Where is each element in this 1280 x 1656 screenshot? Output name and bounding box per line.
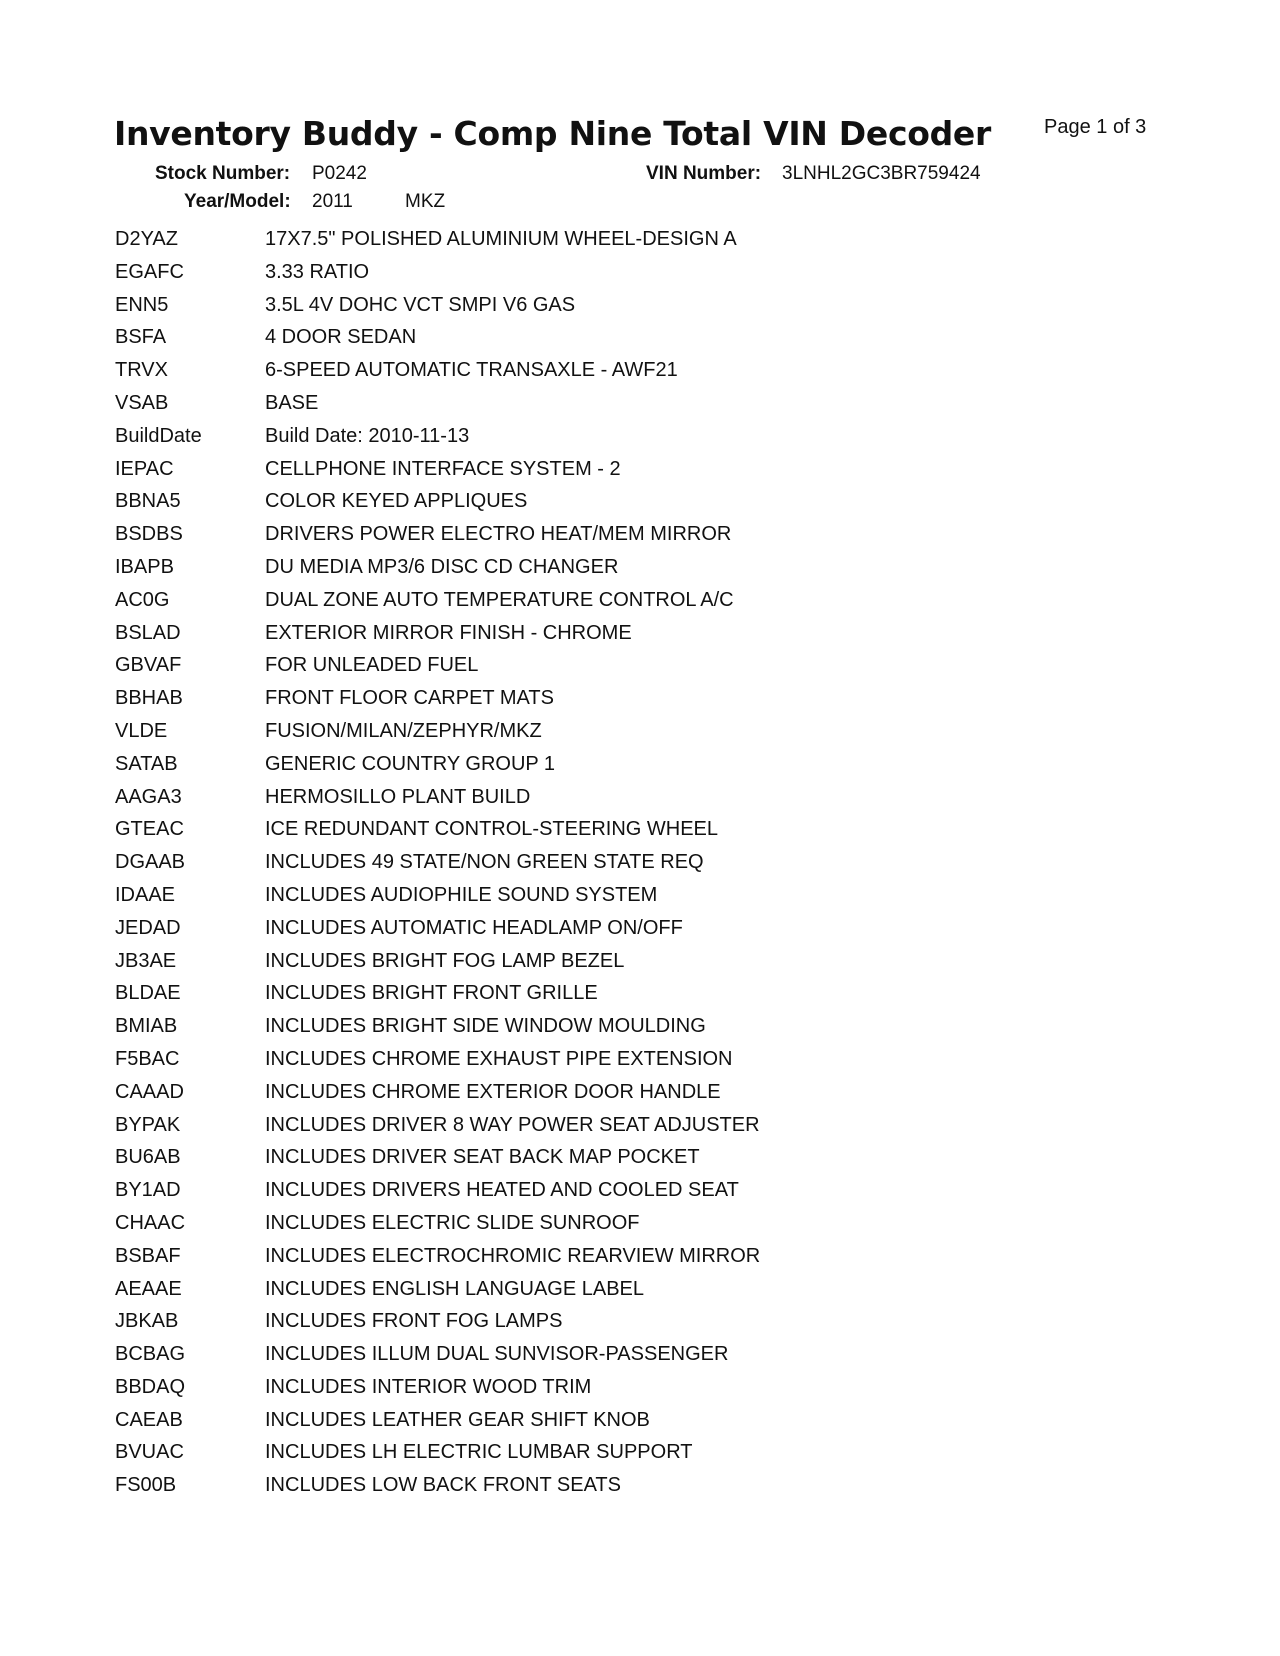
option-row bbox=[115, 818, 760, 851]
option-description: INCLUDES BRIGHT SIDE WINDOW MOULDING bbox=[265, 1015, 706, 1038]
option-row bbox=[115, 687, 760, 720]
option-row bbox=[115, 786, 760, 819]
option-description: 17X7.5" POLISHED ALUMINIUM WHEEL-DESIGN A bbox=[265, 228, 737, 250]
option-code: BSLAD bbox=[115, 621, 181, 644]
option-row bbox=[115, 884, 760, 917]
option-description: INCLUDES CHROME EXTERIOR DOOR HANDLE bbox=[265, 1080, 721, 1103]
option-code: IBAPB bbox=[115, 555, 174, 578]
option-row bbox=[115, 1409, 760, 1442]
option-row bbox=[115, 851, 760, 884]
option-code: FS00B bbox=[115, 1474, 177, 1497]
option-description: ICE REDUNDANT CONTROL-STEERING WHEEL bbox=[265, 818, 719, 841]
option-code: BSDBS bbox=[115, 523, 183, 546]
option-description: INCLUDES DRIVER 8 WAY POWER SEAT ADJUSTER bbox=[265, 1113, 760, 1136]
option-description: DU MEDIA MP3/6 DISC CD CHANGER bbox=[265, 555, 619, 578]
option-code: BY1AD bbox=[115, 1179, 181, 1202]
option-row bbox=[115, 1278, 760, 1311]
option-description: FUSION/MILAN/ZEPHYR/MKZ bbox=[265, 719, 542, 742]
option-row bbox=[115, 294, 760, 327]
option-row bbox=[115, 982, 760, 1015]
option-row bbox=[115, 589, 760, 622]
option-code: BMIAB bbox=[115, 1015, 178, 1038]
option-description: INCLUDES AUTOMATIC HEADLAMP ON/OFF bbox=[265, 916, 683, 939]
option-code: VSAB bbox=[115, 391, 169, 414]
option-description: CELLPHONE INTERFACE SYSTEM - 2 bbox=[265, 457, 621, 480]
option-row bbox=[115, 720, 760, 753]
option-row bbox=[115, 392, 760, 425]
option-code: ENN5 bbox=[115, 293, 169, 316]
option-row bbox=[115, 1048, 760, 1081]
option-description: GENERIC COUNTRY GROUP 1 bbox=[265, 752, 556, 775]
option-code: BCBAG bbox=[115, 1343, 186, 1366]
option-code: CHAAC bbox=[115, 1211, 186, 1234]
option-code: GTEAC bbox=[115, 818, 184, 841]
option-row bbox=[115, 654, 760, 687]
option-description: INCLUDES ILLUM DUAL SUNVISOR-PASSENGER bbox=[265, 1343, 729, 1366]
option-description: 3.5L 4V DOHC VCT SMPI V6 GAS bbox=[265, 293, 576, 316]
option-row bbox=[115, 1015, 760, 1048]
option-row bbox=[115, 458, 760, 491]
option-row bbox=[115, 1245, 760, 1278]
option-row bbox=[115, 1114, 760, 1147]
option-row bbox=[115, 1343, 760, 1376]
option-description: 6-SPEED AUTOMATIC TRANSAXLE - AWF21 bbox=[265, 359, 678, 382]
option-code: IEPAC bbox=[115, 457, 174, 480]
option-row bbox=[115, 490, 760, 523]
option-description: INCLUDES LH ELECTRIC LUMBAR SUPPORT bbox=[265, 1441, 693, 1464]
option-code: IDAAE bbox=[115, 883, 176, 906]
option-row bbox=[115, 1310, 760, 1343]
option-row bbox=[115, 622, 760, 655]
option-row bbox=[115, 1179, 760, 1212]
option-description: 3.33 RATIO bbox=[265, 260, 370, 283]
model-name-value: MKZ bbox=[405, 191, 446, 212]
option-row bbox=[115, 1081, 760, 1114]
option-row bbox=[115, 326, 760, 359]
option-description: INCLUDES ELECTRIC SLIDE SUNROOF bbox=[265, 1211, 640, 1234]
option-description: INCLUDES LEATHER GEAR SHIFT KNOB bbox=[265, 1408, 650, 1431]
option-code: TRVX bbox=[115, 359, 168, 382]
option-code: BuildDate bbox=[115, 424, 202, 447]
option-row bbox=[115, 1212, 760, 1245]
option-code: BU6AB bbox=[115, 1146, 181, 1169]
option-code: BBNA5 bbox=[115, 490, 181, 513]
option-description: INCLUDES DRIVER SEAT BACK MAP POCKET bbox=[265, 1146, 700, 1169]
option-code: DGAAB bbox=[115, 851, 186, 874]
option-description: INCLUDES FRONT FOG LAMPS bbox=[265, 1310, 563, 1333]
option-description: 4 DOOR SEDAN bbox=[265, 326, 417, 349]
option-code: BSFA bbox=[115, 326, 167, 349]
option-code: JB3AE bbox=[115, 949, 177, 972]
option-code: EGAFC bbox=[115, 260, 184, 283]
option-row bbox=[115, 359, 760, 392]
option-code: BLDAE bbox=[115, 982, 181, 1005]
option-description: BASE bbox=[265, 391, 319, 414]
option-row bbox=[115, 1376, 760, 1409]
option-description: Build Date: 2010-11-13 bbox=[265, 424, 470, 447]
option-description: INCLUDES ELECTROCHROMIC REARVIEW MIRROR bbox=[265, 1244, 761, 1267]
option-row bbox=[115, 950, 760, 983]
option-row bbox=[115, 753, 760, 786]
option-row bbox=[115, 1146, 760, 1179]
option-code: GBVAF bbox=[115, 654, 182, 677]
option-code: AEAAE bbox=[115, 1277, 182, 1300]
page-number: Page 1 of 3 bbox=[1044, 116, 1147, 138]
option-description: HERMOSILLO PLANT BUILD bbox=[265, 785, 531, 808]
option-description: INCLUDES LOW BACK FRONT SEATS bbox=[265, 1474, 621, 1497]
option-row bbox=[115, 1474, 760, 1507]
option-description: INCLUDES 49 STATE/NON GREEN STATE REQ bbox=[265, 851, 704, 874]
model-year-value: 2011 bbox=[312, 191, 353, 212]
option-description: INCLUDES BRIGHT FOG LAMP BEZEL bbox=[265, 949, 625, 972]
option-description: INCLUDES INTERIOR WOOD TRIM bbox=[265, 1375, 592, 1398]
year-model-label: Year/Model: bbox=[184, 191, 291, 212]
option-code: VLDE bbox=[115, 719, 168, 742]
option-code-list bbox=[115, 228, 760, 1507]
option-code: JBKAB bbox=[115, 1310, 179, 1333]
option-description: FRONT FLOOR CARPET MATS bbox=[265, 687, 554, 710]
option-code: BBHAB bbox=[115, 687, 183, 710]
option-description: INCLUDES DRIVERS HEATED AND COOLED SEAT bbox=[265, 1179, 739, 1202]
option-description: INCLUDES CHROME EXHAUST PIPE EXTENSION bbox=[265, 1047, 733, 1070]
option-row bbox=[115, 228, 760, 261]
option-code: BYPAK bbox=[115, 1113, 181, 1136]
option-row bbox=[115, 523, 760, 556]
option-description: DUAL ZONE AUTO TEMPERATURE CONTROL A/C bbox=[265, 588, 734, 611]
option-code: AC0G bbox=[115, 588, 170, 611]
option-description: INCLUDES BRIGHT FRONT GRILLE bbox=[265, 982, 598, 1005]
option-code: JEDAD bbox=[115, 916, 181, 939]
stock-number-label: Stock Number: bbox=[155, 163, 291, 184]
option-description: COLOR KEYED APPLIQUES bbox=[265, 490, 528, 513]
option-code: CAAAD bbox=[115, 1080, 184, 1103]
option-code: CAEAB bbox=[115, 1408, 183, 1431]
option-description: INCLUDES ENGLISH LANGUAGE LABEL bbox=[265, 1277, 645, 1300]
option-row bbox=[115, 1441, 760, 1474]
option-row bbox=[115, 261, 760, 294]
option-code: AAGA3 bbox=[115, 785, 182, 808]
option-row bbox=[115, 556, 760, 589]
vin-number-label: VIN Number: bbox=[646, 163, 762, 184]
option-code: F5BAC bbox=[115, 1047, 180, 1070]
option-code: BBDAQ bbox=[115, 1375, 186, 1398]
option-description: FOR UNLEADED FUEL bbox=[265, 654, 479, 677]
option-description: INCLUDES AUDIOPHILE SOUND SYSTEM bbox=[265, 883, 658, 906]
option-code: SATAB bbox=[115, 752, 178, 775]
option-code: BSBAF bbox=[115, 1244, 181, 1267]
option-description: EXTERIOR MIRROR FINISH - CHROME bbox=[265, 621, 632, 644]
page-title: Inventory Buddy - Comp Nine Total VIN Decoder bbox=[114, 114, 991, 153]
option-description: DRIVERS POWER ELECTRO HEAT/MEM MIRROR bbox=[265, 523, 732, 546]
option-code: D2YAZ bbox=[115, 228, 178, 250]
option-row bbox=[115, 425, 760, 458]
option-code: BVUAC bbox=[115, 1441, 184, 1464]
vin-number-value: 3LNHL2GC3BR759424 bbox=[782, 163, 981, 184]
stock-number-value: P0242 bbox=[312, 163, 367, 184]
option-row bbox=[115, 917, 760, 950]
